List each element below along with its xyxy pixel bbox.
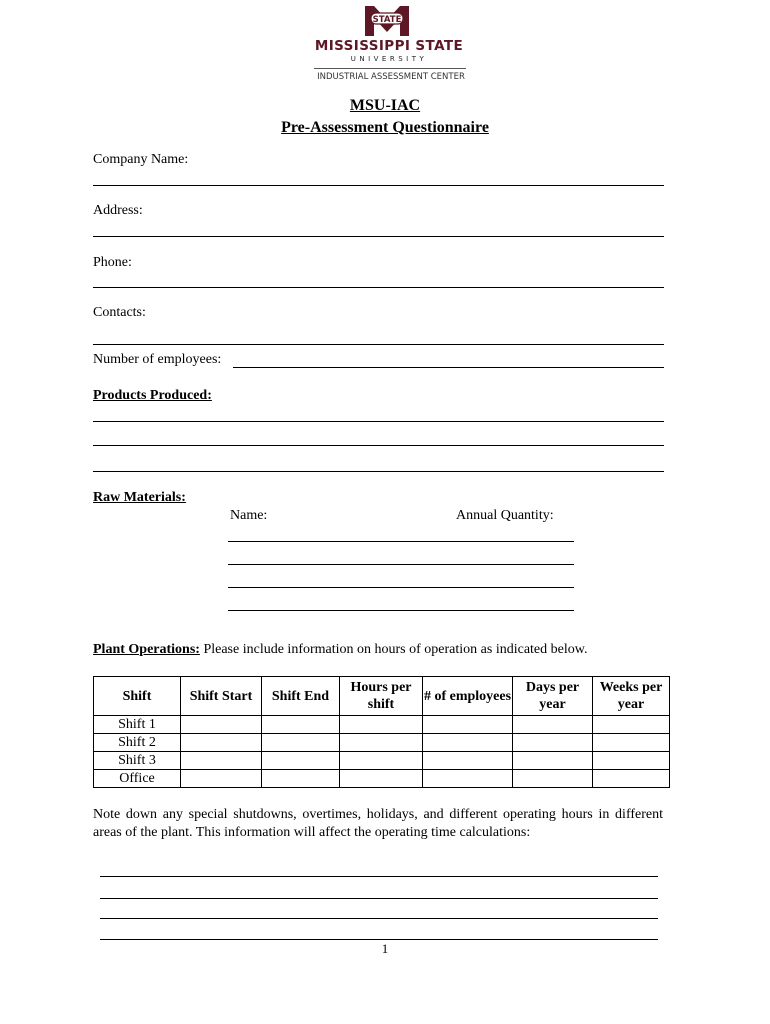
row-label: Shift 2 [94, 734, 181, 752]
table-header: Shift Start [181, 677, 262, 716]
row-label: Shift 3 [94, 752, 181, 770]
note-line-3[interactable] [100, 918, 658, 919]
msu-seal-logo [362, 4, 412, 38]
doc-title-line1: MSU-IAC [349, 97, 421, 114]
address-line[interactable] [93, 236, 664, 237]
contacts-label: Contacts: [93, 305, 146, 320]
university-subtitle: UNIVERSITY [350, 55, 428, 63]
table-cell[interactable] [513, 734, 593, 752]
employees-label: Number of employees: [93, 352, 222, 367]
table-cell[interactable] [423, 752, 513, 770]
table-cell[interactable] [593, 770, 670, 788]
table-row [94, 734, 670, 752]
plant-operations-table [93, 676, 670, 788]
table-cell[interactable] [181, 734, 262, 752]
table-cell[interactable] [340, 734, 423, 752]
center-name: INDUSTRIAL ASSESSMENT CENTER [317, 72, 465, 82]
table-cell[interactable] [340, 752, 423, 770]
phone-label: Phone: [93, 255, 132, 270]
plant-ops-heading: Plant Operations: [93, 642, 200, 657]
operating-hours-note: Note down any special shutdowns, overtimes, holidays, and different operating hours in different areas of the plant. This information will affect the operating time calculations: [93, 807, 663, 840]
raw-line-4[interactable] [228, 610, 574, 611]
products-line-1[interactable] [93, 421, 664, 422]
contacts-line[interactable] [93, 344, 664, 345]
doc-title-line2: Pre-Assessment Questionnaire [281, 119, 489, 136]
raw-quantity-label: Annual Quantity: [456, 508, 554, 523]
raw-line-1[interactable] [228, 541, 574, 542]
raw-line-3[interactable] [228, 587, 574, 588]
table-cell[interactable] [181, 770, 262, 788]
table-cell[interactable] [262, 734, 340, 752]
table-cell[interactable] [593, 734, 670, 752]
table-header: # of employees [423, 677, 513, 716]
table-cell[interactable] [423, 716, 513, 734]
phone-line[interactable] [93, 287, 664, 288]
company-name-label: Company Name: [93, 152, 189, 167]
table-cell[interactable] [513, 716, 593, 734]
products-line-3[interactable] [93, 471, 664, 472]
table-row [94, 770, 670, 788]
raw-materials-heading: Raw Materials: [93, 490, 186, 505]
row-label: Office [94, 770, 181, 788]
table-cell[interactable] [593, 752, 670, 770]
products-line-2[interactable] [93, 445, 664, 446]
table-cell[interactable] [262, 752, 340, 770]
note-line-4[interactable] [100, 939, 658, 940]
page-number: 1 [381, 941, 389, 956]
table-cell[interactable] [340, 716, 423, 734]
table-cell[interactable] [262, 770, 340, 788]
table-header: Shift [94, 677, 181, 716]
note-line-1[interactable] [100, 876, 658, 877]
table-header: Days per year [513, 677, 593, 716]
raw-name-label: Name: [230, 508, 268, 523]
employees-line[interactable] [233, 367, 664, 368]
table-cell[interactable] [423, 734, 513, 752]
table-row [94, 752, 670, 770]
table-cell[interactable] [513, 770, 593, 788]
table-cell[interactable] [593, 716, 670, 734]
note-line-2[interactable] [100, 898, 658, 899]
table-header-row [94, 677, 670, 716]
raw-line-2[interactable] [228, 564, 574, 565]
table-cell[interactable] [423, 770, 513, 788]
seal-text: STATE [372, 15, 402, 25]
university-name: MISSISSIPPI STATE [314, 38, 464, 54]
logo-divider [314, 68, 466, 69]
table-header: Shift End [262, 677, 340, 716]
table-header: Hours per shift [340, 677, 423, 716]
table-cell[interactable] [181, 716, 262, 734]
plant-ops-paragraph [93, 642, 587, 658]
row-label: Shift 1 [94, 716, 181, 734]
company-name-line[interactable] [93, 185, 664, 186]
table-cell[interactable] [340, 770, 423, 788]
address-label: Address: [93, 203, 143, 218]
table-cell[interactable] [513, 752, 593, 770]
plant-ops-text: Please include information on hours of operation as indicated below. [199, 642, 588, 657]
table-cell[interactable] [262, 716, 340, 734]
products-heading: Products Produced: [93, 388, 212, 403]
table-cell[interactable] [181, 752, 262, 770]
table-header: Weeks per year [593, 677, 670, 716]
table-row [94, 716, 670, 734]
